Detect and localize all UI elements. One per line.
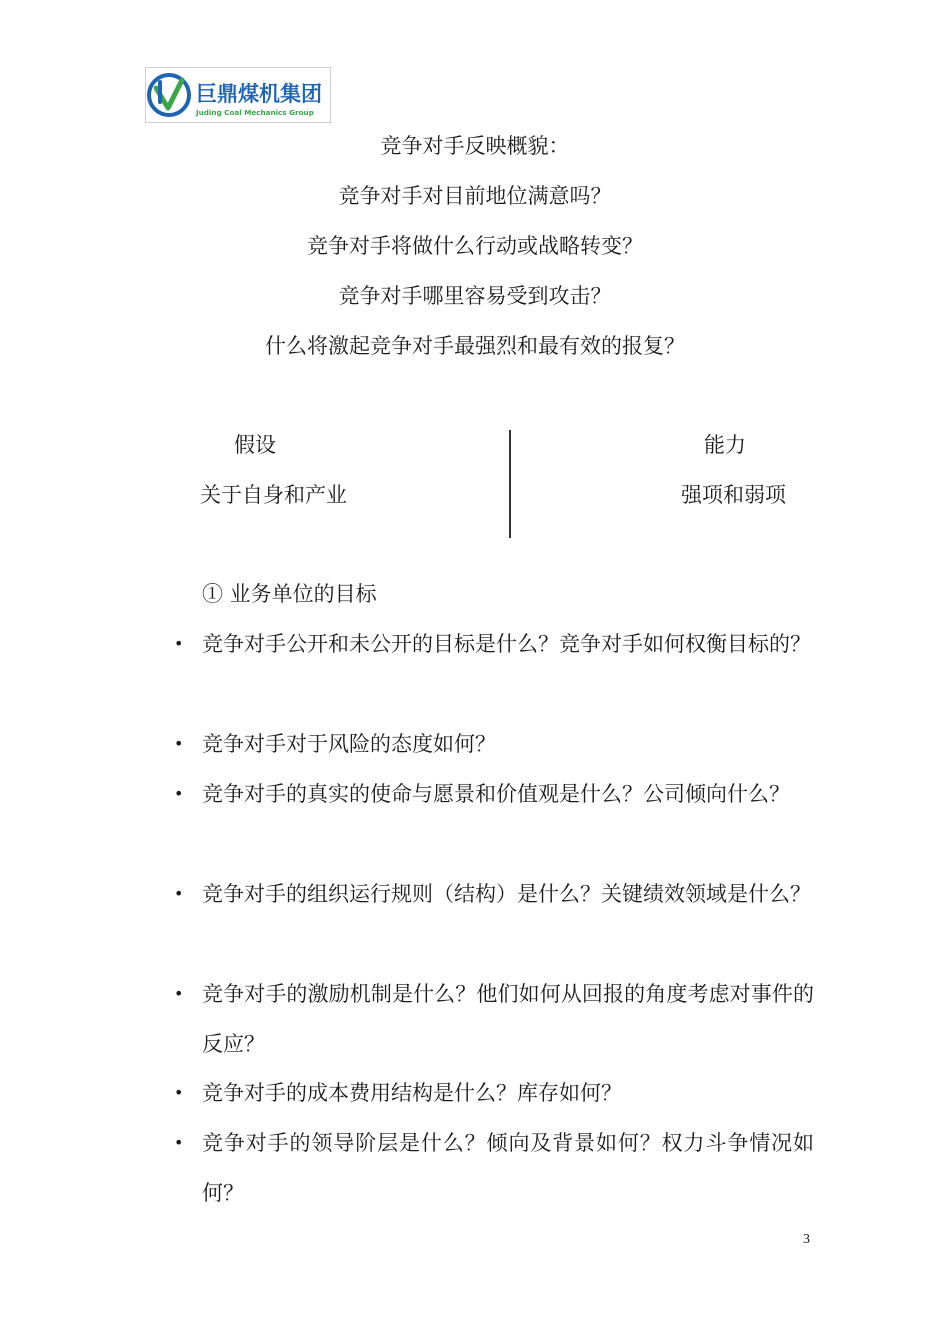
logo-mark-icon: [146, 68, 332, 124]
section-heading: ① 业务单位的目标: [202, 582, 377, 606]
list-item-text: 竞争对手的领导阶层是什么？倾向及背景如何？权力斗争情况如何？: [202, 1131, 814, 1205]
list-item-text: 竞争对手对于风险的态度如何？: [202, 732, 496, 756]
logo-name-en: Juding Coal Mechanics Group: [196, 108, 314, 117]
left-column-subtitle: 关于自身和产业: [200, 483, 347, 507]
list-item-text: 竞争对手的成本费用结构是什么？库存如何？: [202, 1081, 622, 1105]
intro-question: 什么将激起竞争对手最强烈和最有效的报复？: [265, 334, 685, 358]
list-item-text: 竞争对手的真实的使命与愿景和价值观是什么？公司倾向什么？: [202, 782, 790, 806]
company-logo: [145, 67, 331, 123]
bullet-icon: •: [174, 784, 184, 803]
column-divider: [509, 430, 511, 538]
bullet-icon: •: [174, 1083, 184, 1102]
list-item-text: 竞争对手公开和未公开的目标是什么？竞争对手如何权衡目标的？: [202, 632, 811, 656]
logo-name: 巨鼎煤机集团: [196, 82, 322, 106]
left-column-title: 假设: [234, 433, 276, 457]
list-item-text: 竞争对手的组织运行规则（结构）是什么？关键绩效领域是什么？: [202, 882, 811, 906]
bullet-icon: •: [174, 1133, 184, 1152]
bullet-icon: •: [174, 734, 184, 753]
intro-question: 竞争对手将做什么行动或战略转变？: [307, 234, 643, 258]
list-item-text: 竞争对手的激励机制是什么？他们如何从回报的角度考虑对事件的反应？: [202, 982, 814, 1056]
page-number: 3: [803, 1232, 810, 1247]
right-column-subtitle: 强项和弱项: [681, 483, 786, 507]
bullet-icon: •: [174, 884, 184, 903]
right-column-title: 能力: [704, 433, 746, 457]
intro-heading: 竞争对手反映概貌：: [380, 134, 570, 158]
bullet-icon: •: [174, 634, 184, 653]
intro-question: 竞争对手哪里容易受到攻击？: [338, 284, 612, 308]
bullet-icon: •: [174, 984, 184, 1003]
intro-question: 竞争对手对目前地位满意吗？: [338, 184, 612, 208]
